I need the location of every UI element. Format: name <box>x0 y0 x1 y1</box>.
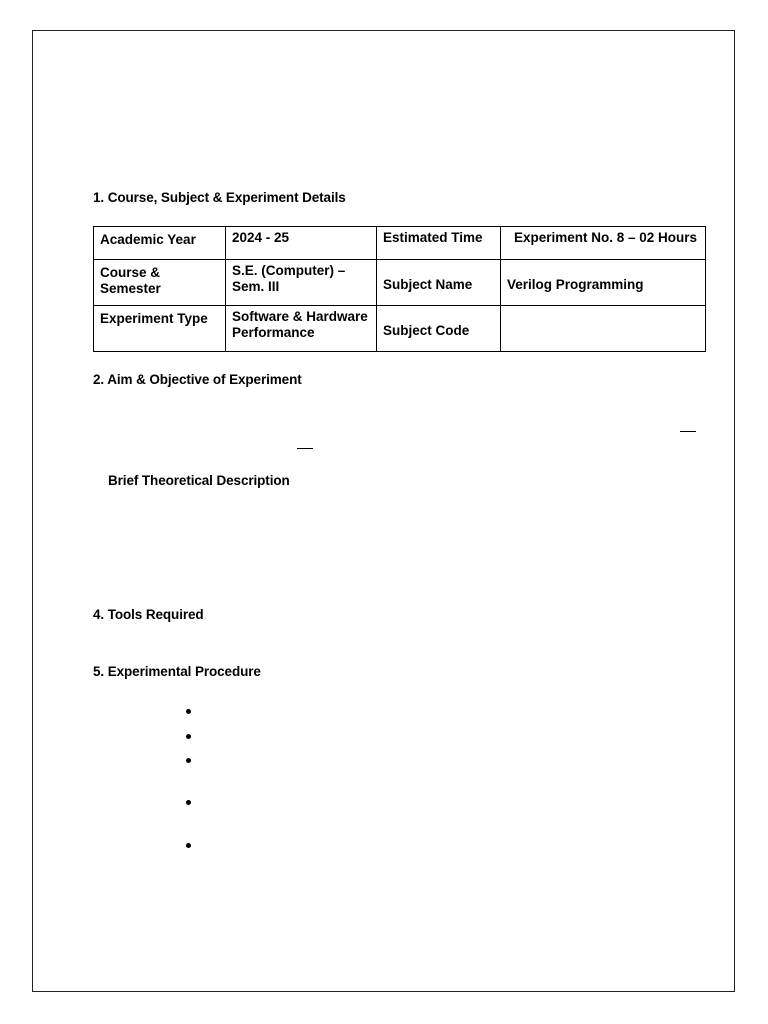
table-row <box>94 306 706 352</box>
section-heading-procedure: 5. Experimental Procedure <box>93 664 261 679</box>
academic-year-value: 2024 - 25 <box>226 227 377 260</box>
details-table <box>93 226 706 352</box>
section-heading-theory: Brief Theoretical Description <box>108 473 290 488</box>
course-semester-label: Course & Semester <box>94 260 226 306</box>
experiment-type-value <box>226 306 377 352</box>
estimated-time-value: Experiment No. 8 – 02 Hours <box>501 227 706 260</box>
subject-code-value <box>501 306 706 352</box>
table-row <box>94 227 706 260</box>
subject-name-label: Subject Name <box>377 260 501 306</box>
list-bullet <box>186 709 191 714</box>
subject-code-label: Subject Code <box>377 306 501 352</box>
table-row <box>94 260 706 306</box>
experiment-type-line2: Performance <box>232 325 315 340</box>
course-semester-line2: Sem. III <box>232 279 280 294</box>
academic-year-label: Academic Year <box>94 227 226 260</box>
list-bullet <box>186 758 191 763</box>
list-bullet <box>186 734 191 739</box>
estimated-time-label: Estimated Time <box>377 227 501 260</box>
experiment-type-line1: Software & Hardware <box>232 309 368 324</box>
page-border <box>32 30 735 992</box>
subject-name-value: Verilog Programming <box>501 260 706 306</box>
section-heading-tools: 4. Tools Required <box>93 607 204 622</box>
course-semester-line1: S.E. (Computer) – <box>232 263 346 278</box>
section-heading-details: 1. Course, Subject & Experiment Details <box>93 190 346 205</box>
dash-mark <box>297 448 313 449</box>
dash-mark <box>680 431 696 432</box>
experiment-type-label: Experiment Type <box>94 306 226 352</box>
list-bullet <box>186 843 191 848</box>
course-semester-value <box>226 260 377 306</box>
section-heading-aim: 2. Aim & Objective of Experiment <box>93 372 302 387</box>
list-bullet <box>186 800 191 805</box>
